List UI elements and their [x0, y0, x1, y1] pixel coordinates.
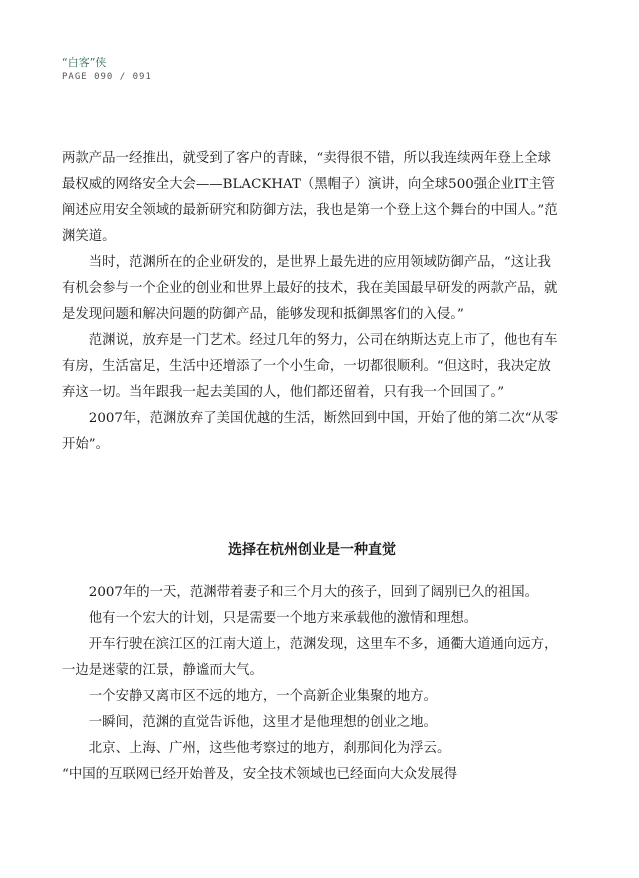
paragraph: 北京、上海、广州，这些他考察过的地方，刹那间化为浮云。: [88, 741, 451, 756]
running-head: [62, 56, 152, 84]
section-heading: 选择在杭州创业是一种直觉: [228, 542, 396, 558]
paragraph: 开车行驶在滨江区的江南大道上，范渊发现，这里车不多，通衢大道通向远方，一边是迷蒙的江景，静谧而大气。: [62, 637, 558, 678]
body-text-top: [62, 146, 562, 458]
paragraph: 两款产品一经推出，就受到了客户的青睐，“卖得很不错，所以我连续两年登上全球最权威的网络安全大会——BLACKHAT（黑帽子）演讲，向全球500强企业IT主管阐述应用安全领域的最新研究和防御方法，我也是第一个登上这个舞台的中国人。”范渊笑道。: [62, 151, 558, 244]
body-text-bottom: [62, 580, 562, 788]
paragraph: 他有一个宏大的计划，只是需要一个地方来承载他的激情和理想。: [88, 611, 478, 626]
book-title: “白客”侠: [62, 56, 107, 69]
paragraph: 一个安静又离市区不远的地方，一个高新企业集聚的地方。: [88, 689, 437, 704]
paragraph: 2007年的一天，范渊带着妻子和三个月大的孩子，回到了阔别已久的祖国。: [88, 585, 538, 600]
page-number: PAGE 090 / 091: [62, 72, 152, 82]
paragraph: 当时，范渊所在的企业研发的，是世界上最先进的应用领域防御产品，“这让我有机会参与一个企业的创业和世界上最好的技术，我在美国最早研发的两款产品，就是发现问题和解决问题的防御产品，能够发现和抵御黑客们的入侵。”: [62, 255, 558, 322]
paragraph: “中国的互联网已经开始普及，安全技术领域也已经面向大众发展得: [62, 767, 458, 782]
paragraph: 范渊说，放弃是一门艺术。经过几年的努力，公司在纳斯达克上市了，他也有车有房，生活富足，生活中还增添了一个小生命，一切都很顺利。“但这时，我决定放弃这一切。当年跟我一起去美国的人，他们都还留着，只有我一个回国了。”: [62, 333, 558, 400]
paragraph: 2007年，范渊放弃了美国优越的生活，断然回到中国，开始了他的第二次“从零开始”。: [62, 411, 559, 452]
paragraph: 一瞬间，范渊的直觉告诉他，这里才是他理想的创业之地。: [88, 715, 437, 730]
